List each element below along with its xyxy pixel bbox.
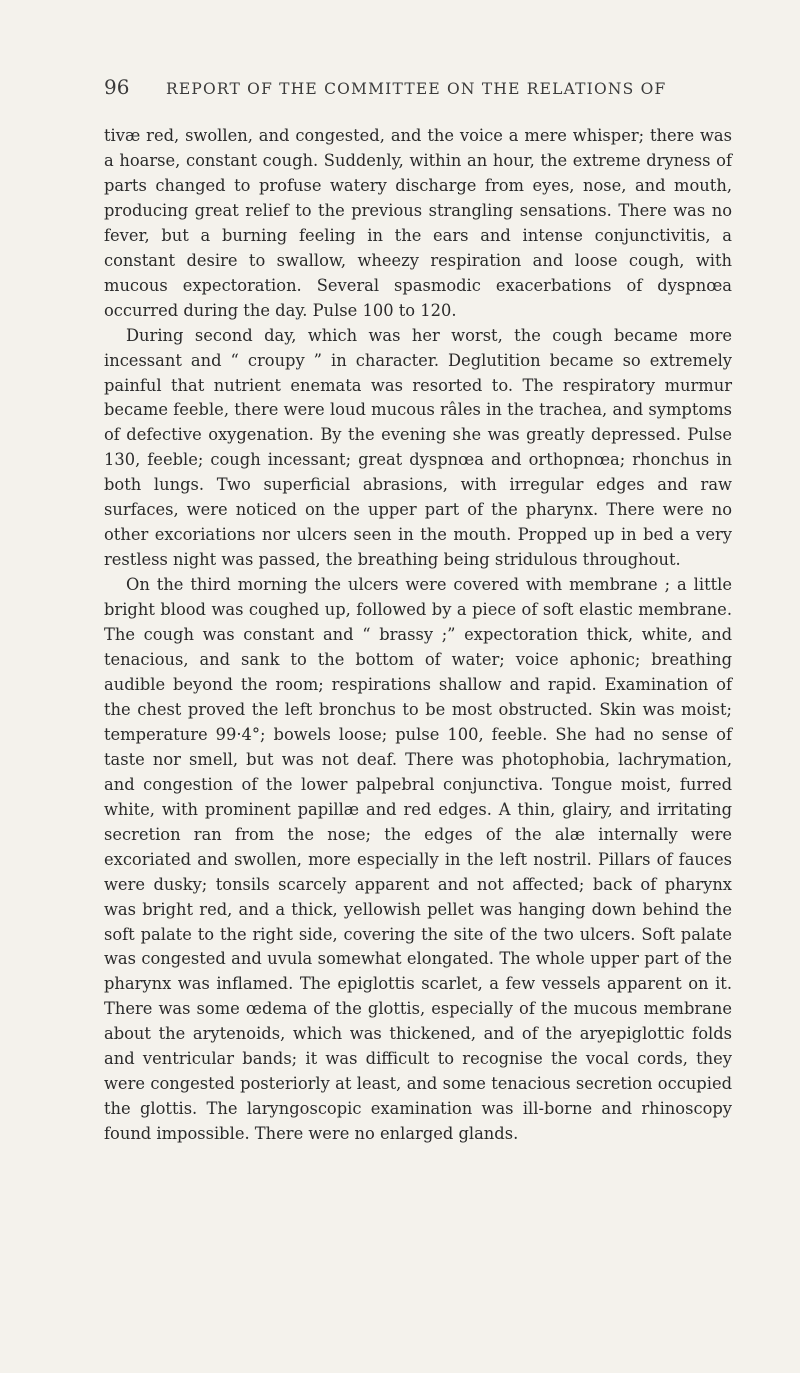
body-text	[104, 124, 732, 1147]
running-head	[104, 75, 744, 99]
paragraph-continuation: tivæ red, swollen, and congested, and the voice a mere whisper; there was a hoarse, constant cough. Suddenly, within an hour, the extreme dryness of parts changed to profuse watery discharge from eyes, nose, and mouth, producing great relief to the previous strangling sensations. There was no fever, but a burning feeling in the ears and intense conjunctivitis, a constant desire to swallow, wheezy respiration and loose cough, with mucous expectoration. Several spasmodic exacerbations of dyspnœa occurred during the day. Pulse 100 to 120.	[104, 126, 732, 320]
paragraph-second-day: During second day, which was her worst, the cough became more incessant and “ croupy ” in character. Deglutition became so extremely painful that nutrient enemata was resorted to. The respiratory murmur became feeble, there were loud mucous râles in the trachea, and symptoms of defective oxygenation. By the evening she was greatly depressed. Pulse 130, feeble; cough incessant; great dyspnœa and orthopnœa; rhonchus in both lungs. Two superficial abrasions, with irregular edges and raw surfaces, were noticed on the upper part of the pharynx. There were no other excoriations nor ulcers seen in the mouth. Propped up in bed a very restless night was passed, the breathing being stridulous throughout.	[104, 325, 732, 570]
running-title: REPORT OF THE COMMITTEE ON THE RELATIONS OF	[166, 80, 667, 98]
page-number: 96	[104, 75, 130, 99]
paragraph-third-morning: On the third morning the ulcers were covered with membrane ; a little bright blood was coughed up, followed by a piece of soft elastic membrane. The cough was constant and “ brassy ;” expectoration thick, white, and tenacious, and sank to the bottom of water; voice aphonic; breathing audible beyond the room; respirations shallow and rapid. Examination of the chest proved the left bronchus to be most obstructed. Skin was moist; temperature 99·4°; bowels loose; pulse 100, feeble. She had no sense of taste nor smell, but was not deaf. There was photophobia, lachrymation, and congestion of the lower palpebral conjunctiva. Tongue moist, furred white, with prominent papillæ and red edges. A thin, glairy, and irritating secretion ran from the nose; the edges of the alæ internally were excoriated and swollen, more especially in the left nostril. Pillars of fauces were dusky; tonsils scarcely apparent and not affected; back of pharynx was bright red, and a thick, yellowish pellet was hanging down behind the soft palate to the right side, covering the site of the two ulcers. Soft palate was congested and uvula somewhat elongated. The whole upper part of the pharynx was inflamed. The epiglottis scarlet, a few vessels apparent on it. There was some œdema of the glottis, especially of the mucous membrane about the arytenoids, which was thickened, and of the aryepiglottic folds and ventricular bands; it was difficult to recognise the vocal cords, they were congested posteriorly at least, and some tenacious secretion occupied the glottis. The laryngoscopic examination was ill-borne and rhinoscopy found impossible. There were no enlarged glands.	[104, 575, 732, 1144]
